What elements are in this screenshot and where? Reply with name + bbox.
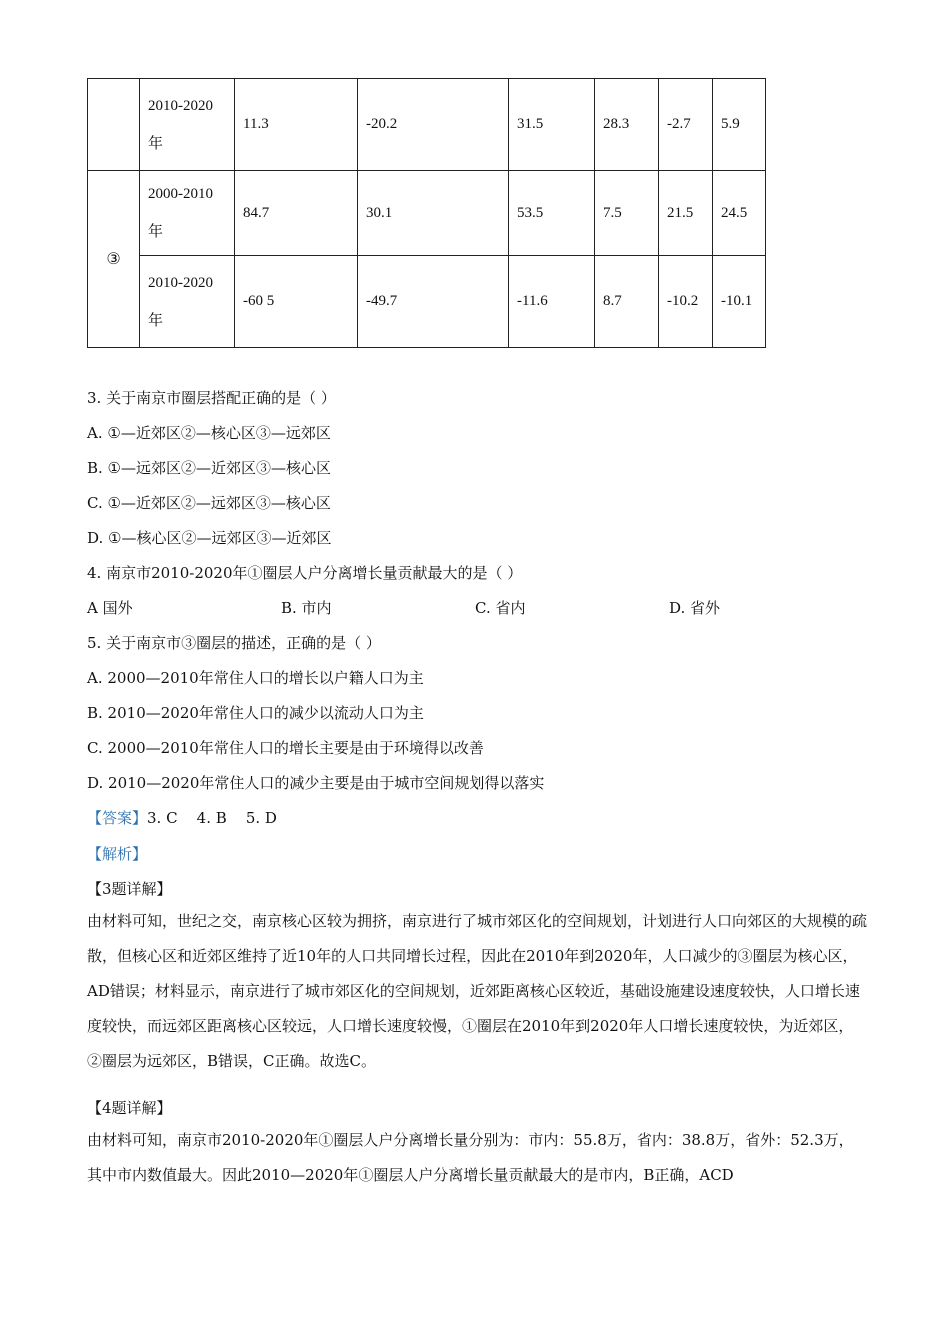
table-value-cell: 5.9 (713, 79, 766, 171)
question-3-option-b: B. ①—远郊区②—近郊区③—核心区 (87, 459, 332, 477)
table-value-cell: 11.3 (235, 79, 358, 171)
table-value-cell: -10.1 (713, 256, 766, 348)
table-group-cell (88, 79, 140, 171)
table-row (88, 171, 766, 256)
question-4-option-d: D. 省外 (669, 599, 721, 617)
question-5-option-d: D. 2010—2020年常住人口的减少主要是由于城市空间规划得以落实 (87, 774, 545, 792)
question-5-stem: 5. 关于南京市③圈层的描述，正确的是（ ） (87, 634, 381, 652)
question-5-option-a: A. 2000—2010年常住人口的增长以户籍人口为主 (87, 669, 424, 687)
table-value-cell: 31.5 (509, 79, 595, 171)
table-value-cell: -20.2 (358, 79, 509, 171)
table-value-cell: -49.7 (358, 256, 509, 348)
table-period-cell: 2010-2020年 (140, 256, 235, 348)
table-value-cell: 21.5 (659, 171, 713, 256)
detail-4-title: 【4题详解】 (87, 1099, 172, 1117)
question-3-option-c: C. ①—近郊区②—远郊区③—核心区 (87, 494, 331, 512)
table-value-cell: -10.2 (659, 256, 713, 348)
question-3-option-d: D. ①—核心区②—远郊区③—近郊区 (87, 529, 332, 547)
table-row (88, 256, 766, 348)
table-value-cell: 8.7 (595, 256, 659, 348)
analysis-label: 【解析】 (87, 845, 148, 863)
detail-3-text: 由材料可知，世纪之交，南京核心区较为拥挤，南京进行了城市郊区化的空间规划，计划进行人口向郊区的大规模的疏散，但核心区和近郊区维持了近10年的人口共同增长过程，因此在2010年到2020年，人口减少的③圈层为核心区，AD错误；材料显示，南京进行了城市郊区化的空间规划，近郊距离核心区较近，基础设施建设速度较快，人口增长速度较快，而远郊区距离核心区较远，人口增长速度较慢，①圈层在2010年到2020年人口增长速度较快，为近郊区，②圈层为远郊区，B错误，C正确。故选C。 (87, 912, 868, 1070)
table-value-cell: 7.5 (595, 171, 659, 256)
answer-text: 3. C 4. B 5. D (147, 809, 277, 827)
question-3-stem: 3. 关于南京市圈层搭配正确的是（ ） (87, 389, 336, 407)
table-value-cell: 30.1 (358, 171, 509, 256)
table-value-cell: -2.7 (659, 79, 713, 171)
table-value-cell: 53.5 (509, 171, 595, 256)
answer-label: 【答案】 (87, 809, 148, 827)
question-3-option-a: A. ①—近郊区②—核心区③—远郊区 (87, 424, 331, 442)
answer-line (87, 807, 277, 828)
question-5-option-c: C. 2000—2010年常住人口的增长主要是由于环境得以改善 (87, 739, 484, 757)
table-value-cell: 84.7 (235, 171, 358, 256)
table-group-cell: ③ (88, 171, 140, 348)
table-row (88, 79, 766, 171)
question-5-option-b: B. 2010—2020年常住人口的减少以流动人口为主 (87, 704, 424, 722)
table-value-cell: -60 5 (235, 256, 358, 348)
question-4-option-a: A 国外 (87, 599, 133, 617)
table-period-cell: 2010-2020年 (140, 79, 235, 171)
table-value-cell: 28.3 (595, 79, 659, 171)
detail-4-text: 由材料可知，南京市2010-2020年①圈层人户分离增长量分别为：市内：55.8万，省内：38.8万，省外：52.3万，其中市内数值最大。因此2010—2020年①圈层人户分离增长量贡献最大的是市内，B正确，ACD (87, 1131, 854, 1184)
question-4-option-c: C. 省内 (475, 599, 526, 617)
question-4-option-b: B. 市内 (281, 599, 332, 617)
detail-3-title: 【3题详解】 (87, 880, 172, 898)
table-period-cell: 2000-2010年 (140, 171, 235, 256)
table-value-cell: -11.6 (509, 256, 595, 348)
population-table (87, 78, 766, 348)
question-4-stem: 4. 南京市2010-2020年①圈层人户分离增长量贡献最大的是（ ） (87, 564, 523, 582)
table-value-cell: 24.5 (713, 171, 766, 256)
